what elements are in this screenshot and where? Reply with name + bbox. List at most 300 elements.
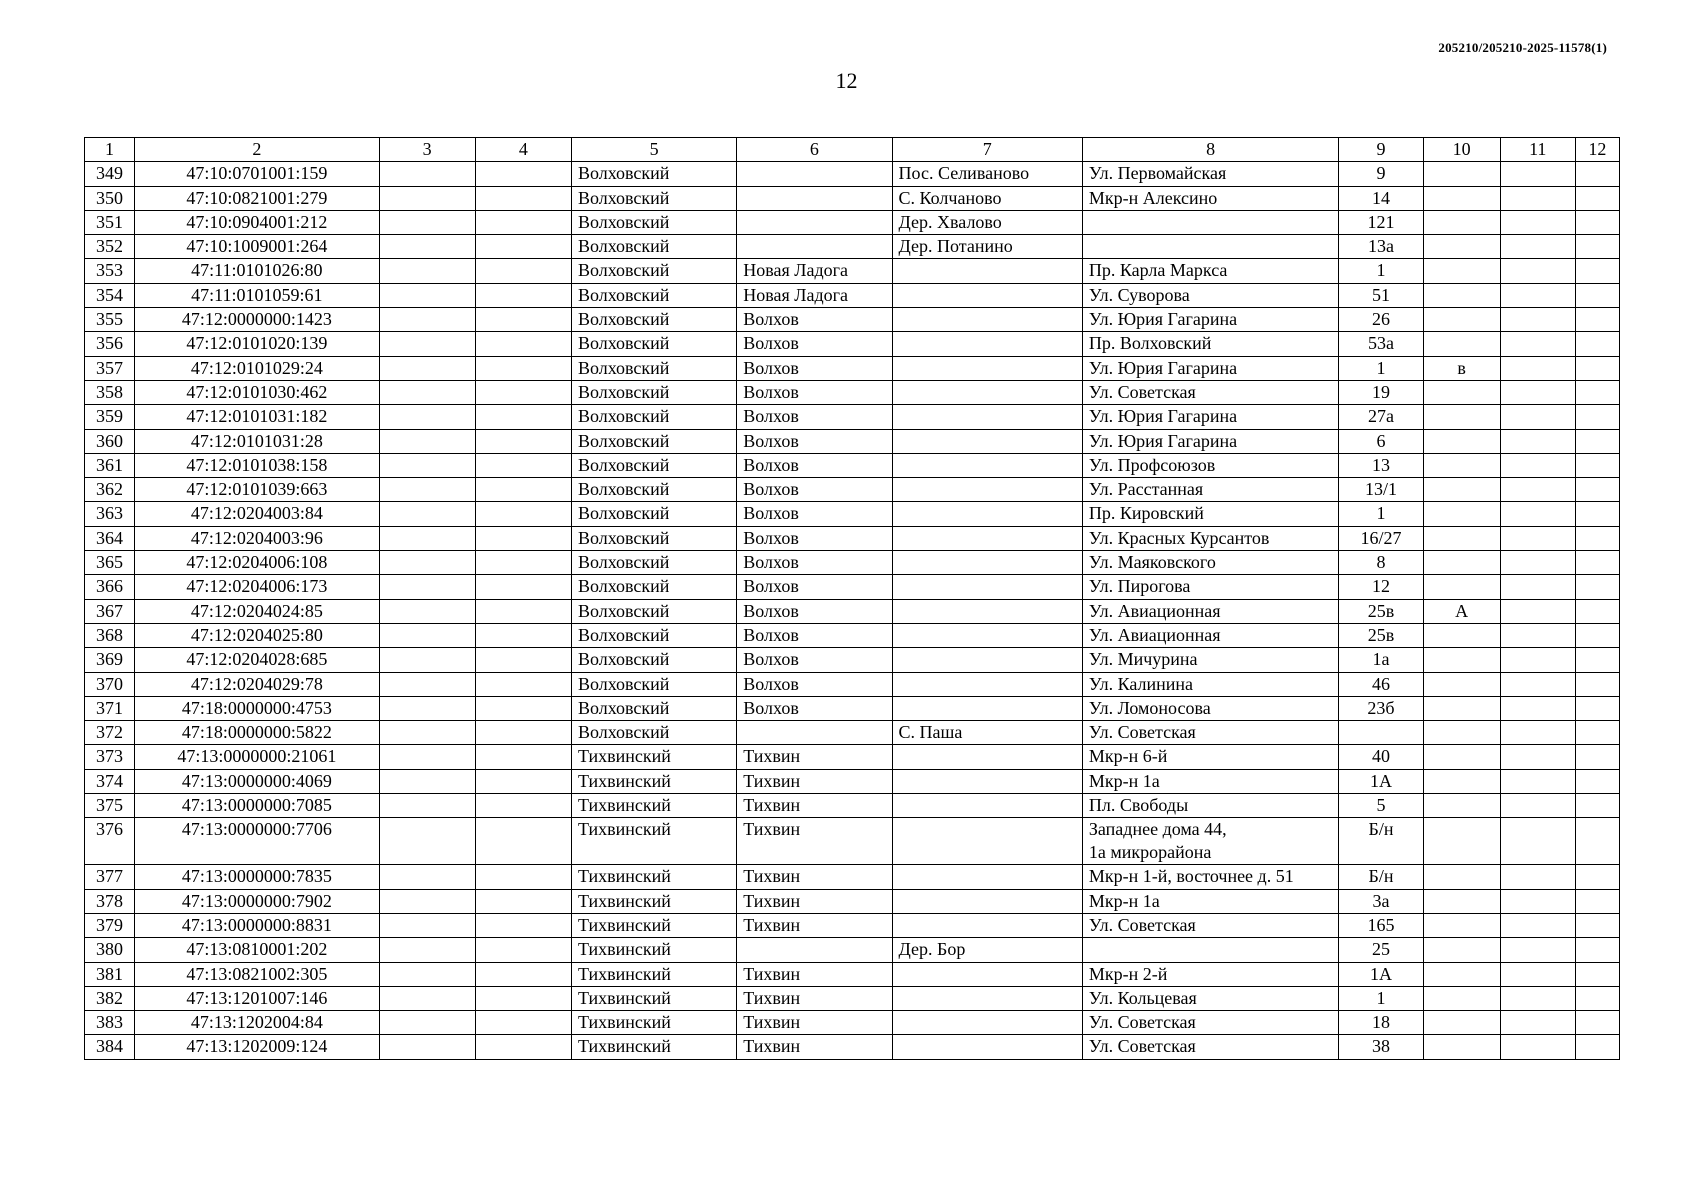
district-cell: Тихвинский xyxy=(571,769,736,793)
col-4-cell xyxy=(475,283,571,307)
col-12-cell xyxy=(1575,938,1619,962)
cadastral-number-cell: 47:13:0000000:7902 xyxy=(135,889,379,913)
locality-cell xyxy=(892,889,1082,913)
house-number-cell: 46 xyxy=(1339,672,1423,696)
house-number-cell: 27а xyxy=(1339,405,1423,429)
building-cell xyxy=(1423,526,1500,550)
street-cell: Ул. Расстанная xyxy=(1082,478,1339,502)
building-cell xyxy=(1423,478,1500,502)
locality-cell xyxy=(892,356,1082,380)
row-number-cell: 379 xyxy=(85,913,135,937)
district-cell: Волховский xyxy=(571,380,736,404)
building-cell xyxy=(1423,186,1500,210)
building-cell xyxy=(1423,865,1500,889)
street-cell: Пр. Карла Маркса xyxy=(1082,259,1339,283)
col-4-cell xyxy=(475,769,571,793)
col-12-cell xyxy=(1575,259,1619,283)
settlement-cell: Волхов xyxy=(737,502,892,526)
locality-cell xyxy=(892,623,1082,647)
col-4-cell xyxy=(475,986,571,1010)
table-row xyxy=(85,575,1620,599)
cadastral-number-cell: 47:10:0701001:159 xyxy=(135,162,379,186)
row-number-cell: 377 xyxy=(85,865,135,889)
house-number-cell: 5 xyxy=(1339,794,1423,818)
col-12-cell xyxy=(1575,356,1619,380)
house-number-cell: 1а xyxy=(1339,648,1423,672)
locality-cell xyxy=(892,259,1082,283)
settlement-cell: Тихвин xyxy=(737,818,892,865)
house-number-cell: 121 xyxy=(1339,210,1423,234)
col-12-cell xyxy=(1575,648,1619,672)
cadastral-number-cell: 47:13:0821002:305 xyxy=(135,962,379,986)
house-number-cell: 16/27 xyxy=(1339,526,1423,550)
row-number-cell: 372 xyxy=(85,721,135,745)
row-number-cell: 383 xyxy=(85,1011,135,1035)
col-12-cell xyxy=(1575,478,1619,502)
settlement-cell xyxy=(737,186,892,210)
district-cell: Тихвинский xyxy=(571,745,736,769)
district-cell: Тихвинский xyxy=(571,865,736,889)
cadastral-number-cell: 47:10:0904001:212 xyxy=(135,210,379,234)
col-11-cell xyxy=(1500,648,1575,672)
col-4-cell xyxy=(475,721,571,745)
street-cell: Ул. Пирогова xyxy=(1082,575,1339,599)
col-12-cell xyxy=(1575,672,1619,696)
row-number-cell: 356 xyxy=(85,332,135,356)
col-12-cell xyxy=(1575,623,1619,647)
locality-cell xyxy=(892,453,1082,477)
house-number-cell: 38 xyxy=(1339,1035,1423,1059)
cadastral-number-cell: 47:13:0000000:8831 xyxy=(135,913,379,937)
col-12-cell xyxy=(1575,1011,1619,1035)
cadastral-number-cell: 47:13:1202009:124 xyxy=(135,1035,379,1059)
building-cell xyxy=(1423,259,1500,283)
locality-cell xyxy=(892,526,1082,550)
house-number-cell: 1 xyxy=(1339,502,1423,526)
building-cell xyxy=(1423,502,1500,526)
table-row xyxy=(85,210,1620,234)
street-cell: Ул. Калинина xyxy=(1082,672,1339,696)
col-12-cell xyxy=(1575,745,1619,769)
district-cell: Волховский xyxy=(571,672,736,696)
district-cell: Волховский xyxy=(571,332,736,356)
street-cell: Мкр-н 1а xyxy=(1082,889,1339,913)
street-cell: Ул. Советская xyxy=(1082,1011,1339,1035)
settlement-cell: Тихвин xyxy=(737,745,892,769)
table-row xyxy=(85,259,1620,283)
col-4-cell xyxy=(475,162,571,186)
house-number-cell: 25в xyxy=(1339,623,1423,647)
col-11-cell xyxy=(1500,599,1575,623)
settlement-cell: Волхов xyxy=(737,478,892,502)
building-cell xyxy=(1423,623,1500,647)
building-cell xyxy=(1423,986,1500,1010)
row-number-cell: 381 xyxy=(85,962,135,986)
house-number-cell: 9 xyxy=(1339,162,1423,186)
row-number-cell: 376 xyxy=(85,818,135,865)
street-cell: Ул. Маяковского xyxy=(1082,551,1339,575)
settlement-cell: Волхов xyxy=(737,429,892,453)
building-cell xyxy=(1423,380,1500,404)
table-row xyxy=(85,332,1620,356)
district-cell: Волховский xyxy=(571,623,736,647)
col-11-cell xyxy=(1500,865,1575,889)
locality-cell: Дер. Бор xyxy=(892,938,1082,962)
house-number-cell: 40 xyxy=(1339,745,1423,769)
table-row xyxy=(85,356,1620,380)
house-number-cell: 53а xyxy=(1339,332,1423,356)
row-number-cell: 378 xyxy=(85,889,135,913)
building-cell xyxy=(1423,794,1500,818)
column-header: 5 xyxy=(571,138,736,162)
building-cell xyxy=(1423,429,1500,453)
settlement-cell: Тихвин xyxy=(737,913,892,937)
locality-cell xyxy=(892,648,1082,672)
locality-cell xyxy=(892,794,1082,818)
column-header: 3 xyxy=(379,138,475,162)
house-number-cell: Б/н xyxy=(1339,818,1423,865)
settlement-cell: Волхов xyxy=(737,380,892,404)
locality-cell xyxy=(892,913,1082,937)
col-12-cell xyxy=(1575,186,1619,210)
col-12-cell xyxy=(1575,235,1619,259)
locality-cell xyxy=(892,865,1082,889)
col-3-cell xyxy=(379,913,475,937)
district-cell: Тихвинский xyxy=(571,986,736,1010)
cadastral-number-cell: 47:18:0000000:5822 xyxy=(135,721,379,745)
house-number-cell: 165 xyxy=(1339,913,1423,937)
row-number-cell: 358 xyxy=(85,380,135,404)
row-number-cell: 375 xyxy=(85,794,135,818)
column-header: 10 xyxy=(1423,138,1500,162)
col-3-cell xyxy=(379,696,475,720)
cadastral-number-cell: 47:11:0101059:61 xyxy=(135,283,379,307)
row-number-cell: 351 xyxy=(85,210,135,234)
locality-cell xyxy=(892,380,1082,404)
cadastral-number-cell: 47:12:0101030:462 xyxy=(135,380,379,404)
col-11-cell xyxy=(1500,623,1575,647)
col-11-cell xyxy=(1500,575,1575,599)
col-4-cell xyxy=(475,332,571,356)
col-12-cell xyxy=(1575,1035,1619,1059)
col-4-cell xyxy=(475,186,571,210)
settlement-cell: Волхов xyxy=(737,332,892,356)
table-row xyxy=(85,1035,1620,1059)
col-11-cell xyxy=(1500,913,1575,937)
street-cell: Мкр-н 2-й xyxy=(1082,962,1339,986)
district-cell: Тихвинский xyxy=(571,889,736,913)
row-number-cell: 369 xyxy=(85,648,135,672)
locality-cell xyxy=(892,332,1082,356)
building-cell xyxy=(1423,235,1500,259)
locality-cell xyxy=(892,818,1082,865)
col-3-cell xyxy=(379,502,475,526)
col-3-cell xyxy=(379,599,475,623)
district-cell: Волховский xyxy=(571,502,736,526)
building-cell xyxy=(1423,745,1500,769)
col-12-cell xyxy=(1575,308,1619,332)
col-3-cell xyxy=(379,526,475,550)
col-12-cell xyxy=(1575,502,1619,526)
locality-cell xyxy=(892,745,1082,769)
col-11-cell xyxy=(1500,1035,1575,1059)
table-row xyxy=(85,599,1620,623)
house-number-cell: 13/1 xyxy=(1339,478,1423,502)
cadastral-number-cell: 47:13:0000000:7085 xyxy=(135,794,379,818)
cadastral-number-cell: 47:12:0101031:182 xyxy=(135,405,379,429)
cadastral-number-cell: 47:12:0204024:85 xyxy=(135,599,379,623)
district-cell: Волховский xyxy=(571,186,736,210)
settlement-cell: Новая Ладога xyxy=(737,259,892,283)
building-cell xyxy=(1423,162,1500,186)
locality-cell: Пос. Селиваново xyxy=(892,162,1082,186)
col-11-cell xyxy=(1500,186,1575,210)
locality-cell xyxy=(892,962,1082,986)
district-cell: Волховский xyxy=(571,429,736,453)
table-row xyxy=(85,865,1620,889)
district-cell: Волховский xyxy=(571,648,736,672)
table-row xyxy=(85,453,1620,477)
table-row xyxy=(85,623,1620,647)
col-11-cell xyxy=(1500,938,1575,962)
locality-cell xyxy=(892,551,1082,575)
cadastral-number-cell: 47:11:0101026:80 xyxy=(135,259,379,283)
cadastral-number-cell: 47:12:0101031:28 xyxy=(135,429,379,453)
col-11-cell xyxy=(1500,478,1575,502)
col-3-cell xyxy=(379,478,475,502)
col-3-cell xyxy=(379,721,475,745)
locality-cell xyxy=(892,283,1082,307)
col-3-cell xyxy=(379,575,475,599)
building-cell xyxy=(1423,672,1500,696)
cadastral-number-cell: 47:13:0000000:21061 xyxy=(135,745,379,769)
column-header: 11 xyxy=(1500,138,1575,162)
house-number-cell: 13а xyxy=(1339,235,1423,259)
col-12-cell xyxy=(1575,794,1619,818)
col-12-cell xyxy=(1575,453,1619,477)
street-cell xyxy=(1082,938,1339,962)
locality-cell xyxy=(892,696,1082,720)
table-row xyxy=(85,745,1620,769)
table-row xyxy=(85,648,1620,672)
col-4-cell xyxy=(475,745,571,769)
column-header: 2 xyxy=(135,138,379,162)
col-11-cell xyxy=(1500,1011,1575,1035)
document-id: 205210/205210-2025-11578(1) xyxy=(1438,40,1607,55)
col-11-cell xyxy=(1500,769,1575,793)
house-number-cell: 14 xyxy=(1339,186,1423,210)
col-4-cell xyxy=(475,889,571,913)
district-cell: Тихвинский xyxy=(571,1011,736,1035)
table-row xyxy=(85,551,1620,575)
col-12-cell xyxy=(1575,696,1619,720)
cadastral-number-cell: 47:12:0204029:78 xyxy=(135,672,379,696)
building-cell xyxy=(1423,1035,1500,1059)
table-row xyxy=(85,818,1620,865)
locality-cell xyxy=(892,429,1082,453)
col-12-cell xyxy=(1575,332,1619,356)
street-cell xyxy=(1082,235,1339,259)
col-3-cell xyxy=(379,1011,475,1035)
table-row xyxy=(85,696,1620,720)
col-12-cell xyxy=(1575,575,1619,599)
table-row xyxy=(85,502,1620,526)
col-3-cell xyxy=(379,551,475,575)
locality-cell xyxy=(892,769,1082,793)
house-number-cell: 12 xyxy=(1339,575,1423,599)
building-cell xyxy=(1423,889,1500,913)
col-4-cell xyxy=(475,380,571,404)
col-11-cell xyxy=(1500,283,1575,307)
col-3-cell xyxy=(379,259,475,283)
district-cell: Тихвинский xyxy=(571,818,736,865)
col-3-cell xyxy=(379,672,475,696)
locality-cell: С. Паша xyxy=(892,721,1082,745)
street-cell: Мкр-н 1а xyxy=(1082,769,1339,793)
col-4-cell xyxy=(475,696,571,720)
street-cell: Ул. Юрия Гагарина xyxy=(1082,405,1339,429)
col-12-cell xyxy=(1575,818,1619,865)
house-number-cell: 13 xyxy=(1339,453,1423,477)
col-12-cell xyxy=(1575,405,1619,429)
settlement-cell: Волхов xyxy=(737,672,892,696)
settlement-cell: Тихвин xyxy=(737,794,892,818)
table-row xyxy=(85,769,1620,793)
col-4-cell xyxy=(475,235,571,259)
locality-cell xyxy=(892,1035,1082,1059)
table-header-row xyxy=(85,138,1620,162)
col-3-cell xyxy=(379,356,475,380)
building-cell xyxy=(1423,332,1500,356)
column-header: 9 xyxy=(1339,138,1423,162)
col-4-cell xyxy=(475,938,571,962)
col-4-cell xyxy=(475,913,571,937)
col-3-cell xyxy=(379,745,475,769)
col-12-cell xyxy=(1575,962,1619,986)
building-cell: А xyxy=(1423,599,1500,623)
district-cell: Волховский xyxy=(571,259,736,283)
col-11-cell xyxy=(1500,453,1575,477)
cadastral-number-cell: 47:12:0204025:80 xyxy=(135,623,379,647)
row-number-cell: 361 xyxy=(85,453,135,477)
col-11-cell xyxy=(1500,210,1575,234)
row-number-cell: 355 xyxy=(85,308,135,332)
cadastral-number-cell: 47:13:0000000:7835 xyxy=(135,865,379,889)
col-3-cell xyxy=(379,162,475,186)
column-header: 4 xyxy=(475,138,571,162)
row-number-cell: 365 xyxy=(85,551,135,575)
building-cell xyxy=(1423,962,1500,986)
col-3-cell xyxy=(379,865,475,889)
street-cell: Мкр-н 6-й xyxy=(1082,745,1339,769)
district-cell: Волховский xyxy=(571,696,736,720)
building-cell xyxy=(1423,575,1500,599)
col-4-cell xyxy=(475,429,571,453)
col-4-cell xyxy=(475,478,571,502)
settlement-cell: Волхов xyxy=(737,696,892,720)
settlement-cell: Волхов xyxy=(737,599,892,623)
building-cell xyxy=(1423,551,1500,575)
table-body xyxy=(85,162,1620,1059)
house-number-cell: Б/н xyxy=(1339,865,1423,889)
row-number-cell: 380 xyxy=(85,938,135,962)
col-3-cell xyxy=(379,1035,475,1059)
column-header: 7 xyxy=(892,138,1082,162)
table-row xyxy=(85,162,1620,186)
col-11-cell xyxy=(1500,745,1575,769)
table-row xyxy=(85,938,1620,962)
district-cell: Волховский xyxy=(571,405,736,429)
street-cell: Ул. Мичурина xyxy=(1082,648,1339,672)
street-cell: Ул. Кольцевая xyxy=(1082,986,1339,1010)
col-4-cell xyxy=(475,308,571,332)
table-row xyxy=(85,283,1620,307)
house-number-cell: 1А xyxy=(1339,769,1423,793)
table-row xyxy=(85,186,1620,210)
col-11-cell xyxy=(1500,962,1575,986)
street-cell: Ул. Юрия Гагарина xyxy=(1082,429,1339,453)
col-11-cell xyxy=(1500,986,1575,1010)
column-header: 1 xyxy=(85,138,135,162)
district-cell: Тихвинский xyxy=(571,938,736,962)
street-cell: Ул. Юрия Гагарина xyxy=(1082,308,1339,332)
col-3-cell xyxy=(379,986,475,1010)
row-number-cell: 374 xyxy=(85,769,135,793)
col-12-cell xyxy=(1575,551,1619,575)
col-3-cell xyxy=(379,235,475,259)
district-cell: Волховский xyxy=(571,478,736,502)
locality-cell: Дер. Потанино xyxy=(892,235,1082,259)
col-4-cell xyxy=(475,453,571,477)
cadastral-number-cell: 47:10:1009001:264 xyxy=(135,235,379,259)
settlement-cell: Тихвин xyxy=(737,1011,892,1035)
house-number-cell: 23б xyxy=(1339,696,1423,720)
building-cell xyxy=(1423,453,1500,477)
house-number-cell: 19 xyxy=(1339,380,1423,404)
street-cell: Мкр-н 1-й, восточнее д. 51 xyxy=(1082,865,1339,889)
row-number-cell: 382 xyxy=(85,986,135,1010)
page-number: 12 xyxy=(835,68,858,93)
table-row xyxy=(85,405,1620,429)
settlement-cell: Тихвин xyxy=(737,769,892,793)
settlement-cell: Тихвин xyxy=(737,962,892,986)
col-12-cell xyxy=(1575,526,1619,550)
settlement-cell: Волхов xyxy=(737,551,892,575)
col-12-cell xyxy=(1575,599,1619,623)
row-number-cell: 370 xyxy=(85,672,135,696)
col-11-cell xyxy=(1500,405,1575,429)
house-number-cell xyxy=(1339,721,1423,745)
row-number-cell: 349 xyxy=(85,162,135,186)
cadastral-number-cell: 47:12:0204003:96 xyxy=(135,526,379,550)
col-11-cell xyxy=(1500,235,1575,259)
row-number-cell: 368 xyxy=(85,623,135,647)
settlement-cell: Волхов xyxy=(737,453,892,477)
cadastral-number-cell: 47:18:0000000:4753 xyxy=(135,696,379,720)
table-row xyxy=(85,986,1620,1010)
cadastral-number-cell: 47:13:0000000:4069 xyxy=(135,769,379,793)
column-header: 12 xyxy=(1575,138,1619,162)
row-number-cell: 373 xyxy=(85,745,135,769)
col-12-cell xyxy=(1575,986,1619,1010)
street-cell: Пр. Волховский xyxy=(1082,332,1339,356)
street-cell: Ул. Суворова xyxy=(1082,283,1339,307)
col-4-cell xyxy=(475,526,571,550)
col-3-cell xyxy=(379,453,475,477)
building-cell xyxy=(1423,721,1500,745)
row-number-cell: 362 xyxy=(85,478,135,502)
col-11-cell xyxy=(1500,356,1575,380)
